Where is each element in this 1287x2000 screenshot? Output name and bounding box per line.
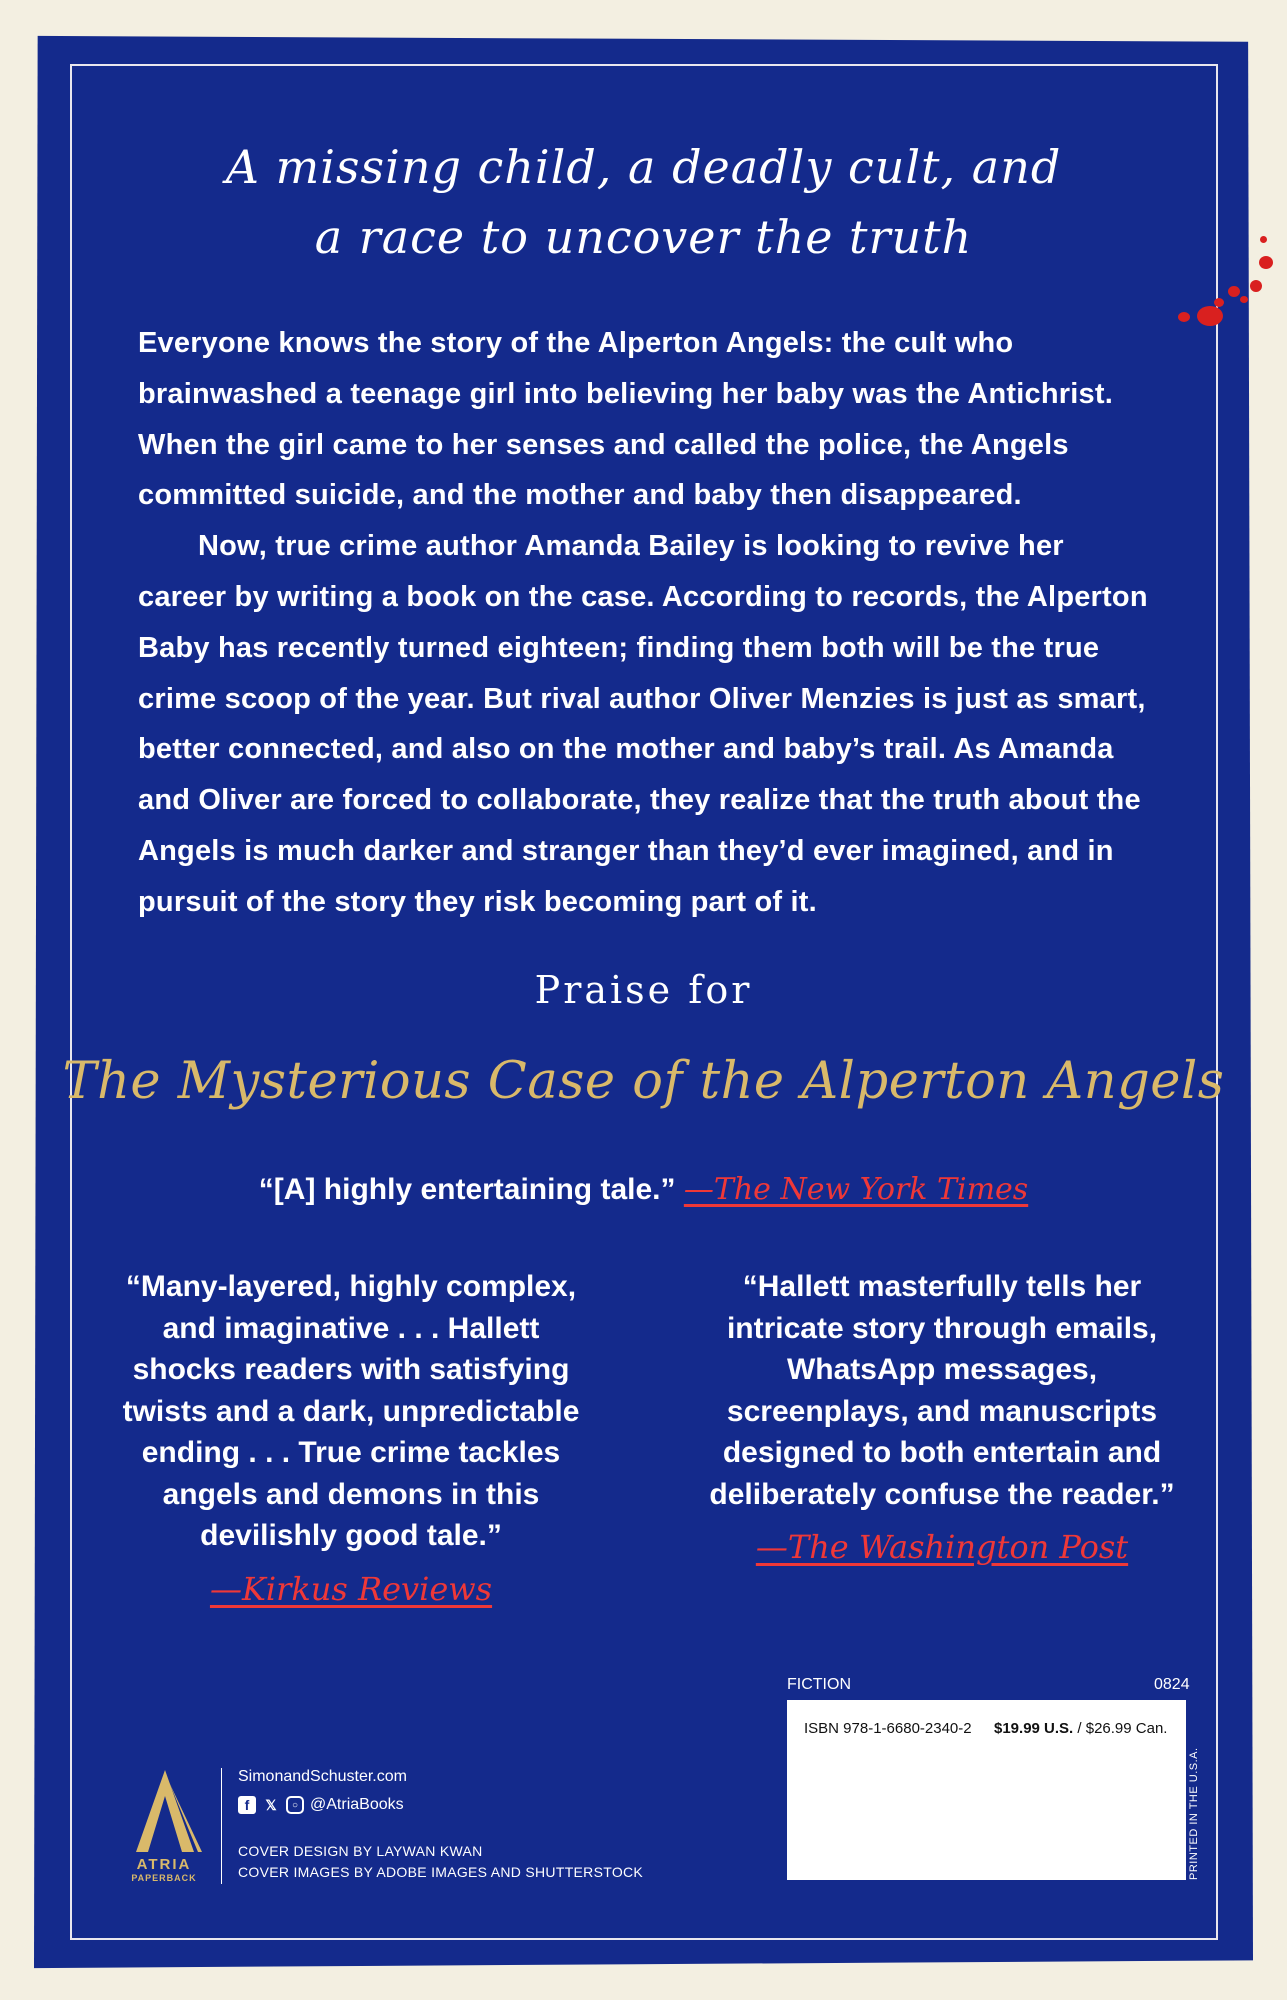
book-title: The Mysterious Case of the Alperton Angels <box>62 1052 1225 1111</box>
isbn: ISBN 978-1-6680-2340-2 <box>804 1720 972 1737</box>
book-description <box>138 318 1158 928</box>
price <box>994 1720 1167 1737</box>
logo-wordmark: ATRIA <box>136 1856 192 1873</box>
right-quote-source: —The Washington Post <box>755 1528 1129 1566</box>
instagram-icon[interactable]: ○ <box>286 1796 304 1814</box>
main-quote-source: —The New York Times <box>683 1172 1029 1207</box>
logo-subtitle: PAPERBACK <box>131 1873 197 1883</box>
description-paragraph-2: Now, true crime author Amanda Bailey is looking to revive her career by writing a book on the case. According to records, the Alperton Baby has recently turned eighteen; finding them both will be the true crime scoop of the year. But rival author Oliver Menzies is just as smart, better connected, and also on the mother and baby’s trail. As Amanda and Oliver are forced to collaborate, they realize that the truth about the Angels is much darker and stranger than they’d ever imagined, and in pursuit of the story they risk becoming part of it. <box>138 530 1148 918</box>
price-can: / $26.99 Can. <box>1073 1720 1168 1737</box>
praise-heading: Praise for <box>534 968 753 1012</box>
left-quote-text: “Many-layered, highly complex, and imaginative . . . Hallett shocks readers with satisfying twists and a dark, unpredictable ending . . . True crime tackles angels and demons in this devilishly good tale.” <box>122 1270 580 1552</box>
tagline-line-2: a race to uncover the truth <box>314 210 973 264</box>
date-code: 0824 <box>1154 1676 1190 1693</box>
tagline-line-1: A missing child, a deadly cult, and <box>225 140 1062 194</box>
printed-in: PRINTED IN THE U.S.A. <box>1188 1747 1200 1880</box>
cover-images-credit: COVER IMAGES BY ADOBE IMAGES AND SHUTTERSTOCK <box>238 1864 644 1880</box>
main-quote-text: “[A] highly entertaining tale.” <box>258 1173 676 1206</box>
publisher-divider <box>221 1768 222 1884</box>
publisher-website[interactable]: SimonandSchuster.com <box>238 1768 407 1785</box>
social-row <box>238 1796 404 1814</box>
barcode-box <box>787 1700 1186 1880</box>
x-icon[interactable]: 𝕏 <box>265 1796 277 1813</box>
social-handle[interactable]: @AtriaBooks <box>310 1796 404 1813</box>
main-review-quote <box>0 1172 1287 1207</box>
facebook-icon[interactable]: f <box>238 1796 256 1814</box>
left-review-quote <box>116 1266 586 1610</box>
category-label: FICTION <box>787 1676 851 1693</box>
right-review-quote <box>707 1266 1177 1569</box>
right-quote-text: “Hallett masterfully tells her intricate story through emails, WhatsApp messages, screenplays, and manuscripts designed to both entertain and deliberately confuse the reader.” <box>709 1270 1175 1511</box>
price-us: $19.99 U.S. <box>994 1720 1074 1737</box>
description-paragraph-1: Everyone knows the story of the Alperton Angels: the cult who brainwashed a teenage girl into believing her baby was the Antichrist. When the girl came to her senses and called the police, the Angels committed suicide, and the mother and baby then disappeared. <box>138 327 1113 512</box>
left-quote-source: —Kirkus Reviews <box>209 1569 493 1608</box>
cover-design-credit: COVER DESIGN BY LAYWAN KWAN <box>238 1843 483 1859</box>
